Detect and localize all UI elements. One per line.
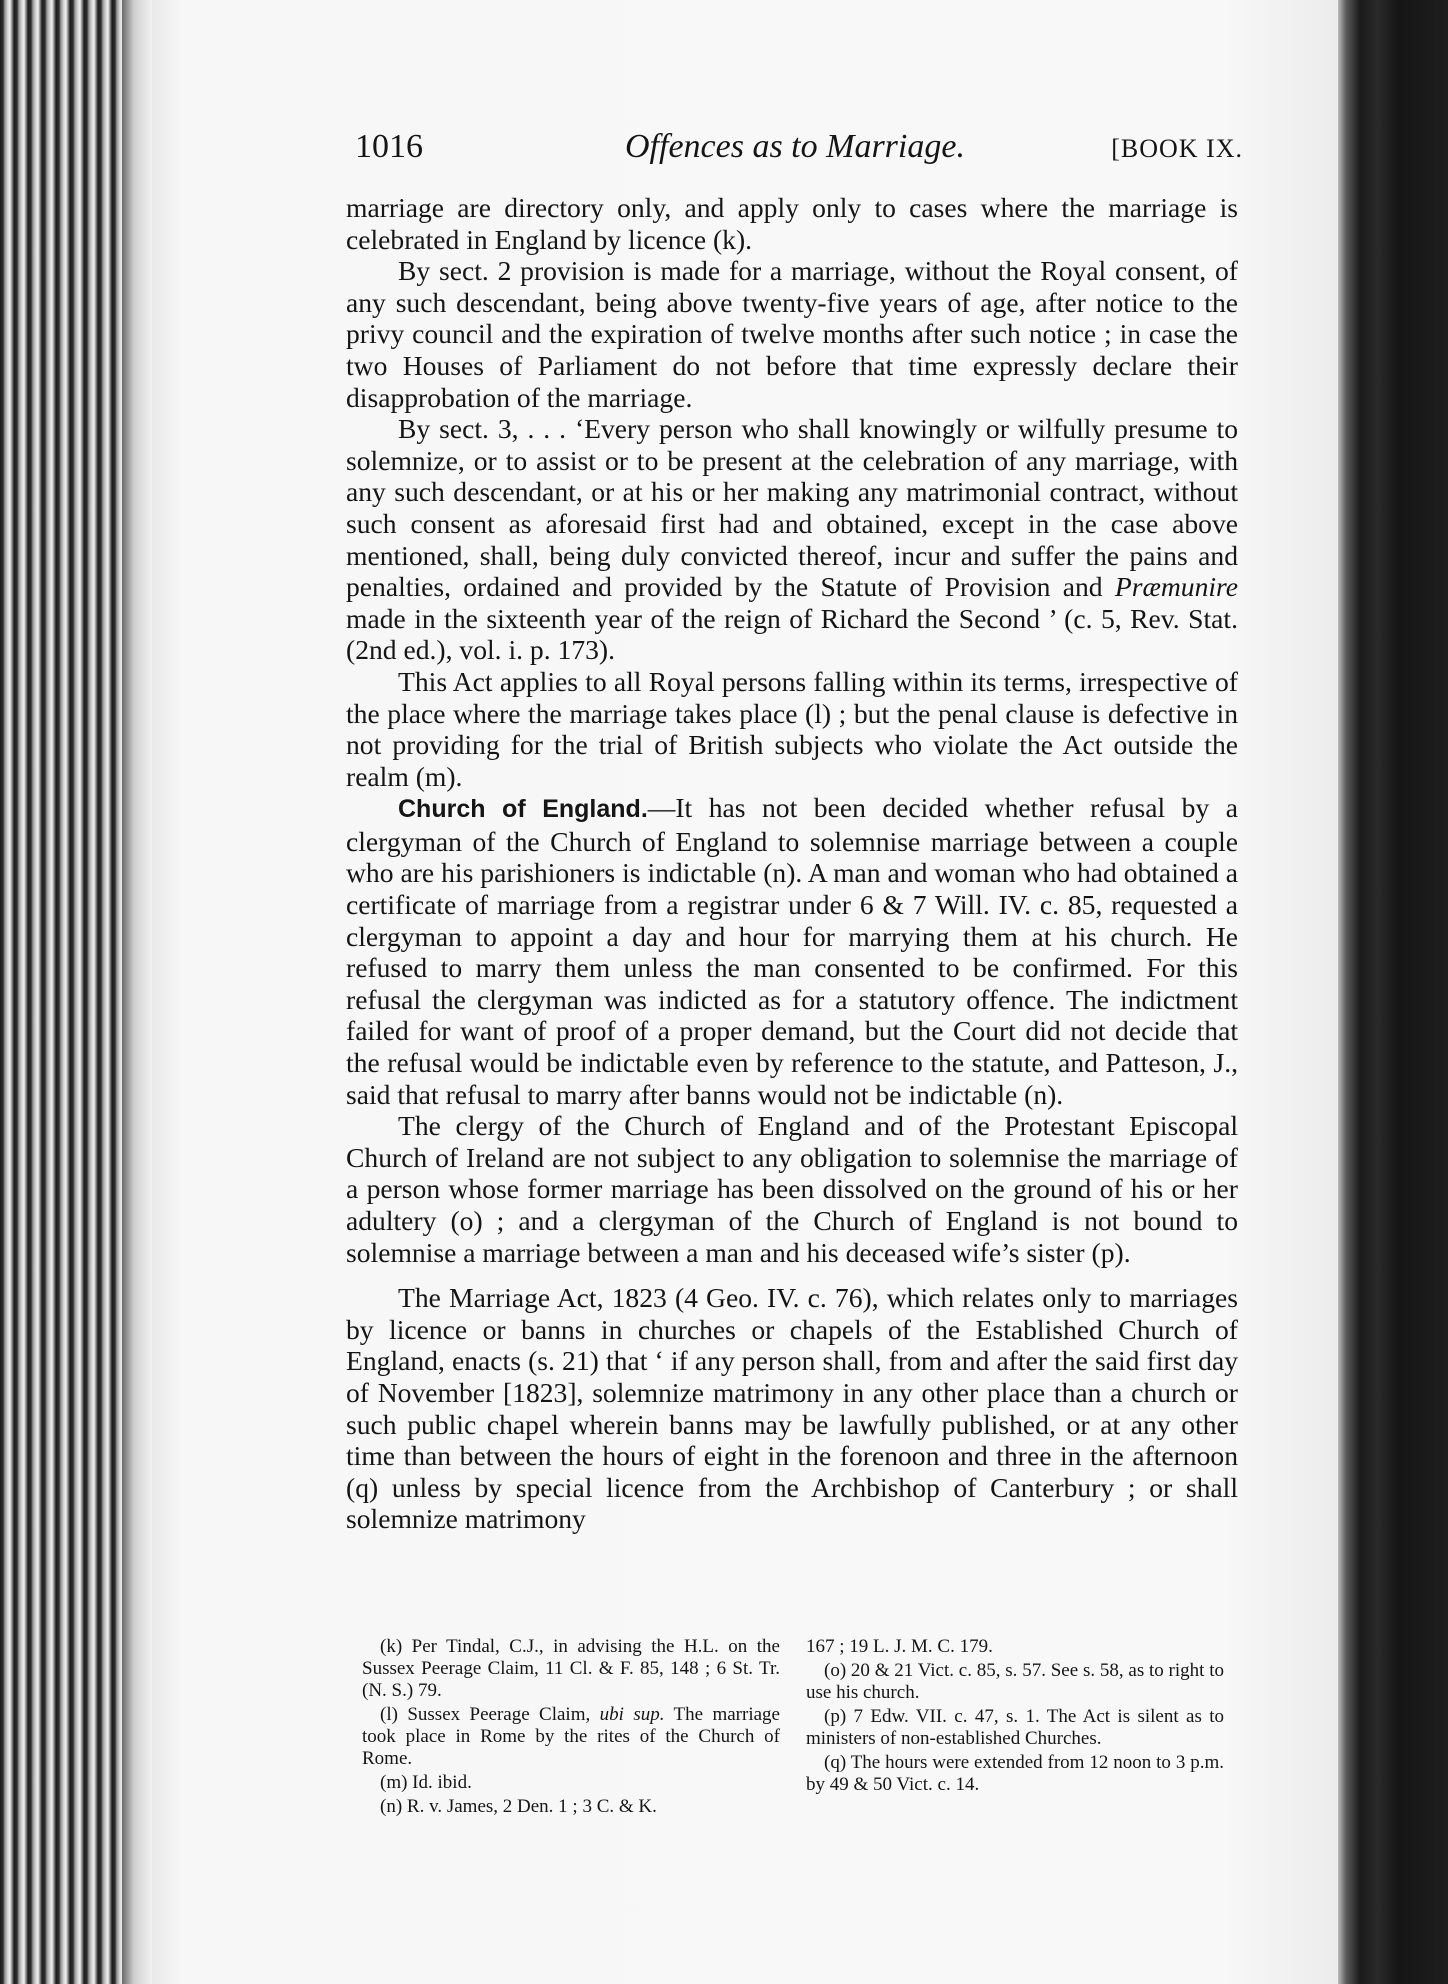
- footnotes-right-column: [806, 1636, 1224, 1798]
- footnote-k: (k) Per Tindal, C.J., in advising the H.L. on the Sussex Peerage Claim, 11 Cl. & F. 85, 148 ; 6 St. Tr. (N. S.) 79.: [362, 1636, 780, 1701]
- paragraph-2: By sect. 2 provision is made for a marriage, without the Royal consent, of any such descendant, being above twenty-five years of age, after notice to the privy council and the expiration of twelve months after such notice ; in case the two Houses of Parliament do not before that time expressly declare their disapprobation of the marriage.: [346, 255, 1238, 413]
- footnote-q: (q) The hours were extended from 12 noon to 3 p.m. by 49 & 50 Vict. c. 14.: [806, 1752, 1224, 1795]
- footnote-o: (o) 20 & 21 Vict. c. 85, s. 57. See s. 58, as to right to use his church.: [806, 1660, 1224, 1703]
- footnote-l-italic: ubi sup.: [599, 1704, 665, 1725]
- paragraph-1: marriage are directory only, and apply only to cases where the marriage is celebrated in England by licence (k).: [346, 192, 1238, 255]
- paragraph-7: The Marriage Act, 1823 (4 Geo. IV. c. 76), which relates only to marriages by licence or banns in churches or chapels of the Established Church of England, enacts (s. 21) that ‘ if any person shall, from and after the said first day of November [1823], solemnize matrimony in any other place than a church or such public chapel wherein banns may be lawfully published, or at any other time than between the hours of eight in the forenoon and three in the afternoon (q) unless by special licence from the Archbishop of Canterbury ; or shall solemnize matrimony: [346, 1282, 1238, 1535]
- paragraph-5-text: —It has not been decided whether refusal by a clergyman of the Church of England to solemnise marriage between a couple who are his parishioners is indictable (n). A man and woman who had obtained a certificate of marriage from a registrar under 6 & 7 Will. IV. c. 85, requested a clergyman to appoint a day and hour for marrying them at his church. He refused to marry them unless the man consented to be confirmed. For this refusal the clergyman was indicted as for a statutory offence. The indictment failed for want of proof of a proper demand, but the Court did not decide that the refusal would be indictable even by reference to the statute, and Patteson, J., said that refusal to marry after banns would not be indictable (n).: [346, 792, 1238, 1110]
- footnote-m: (m) Id. ibid.: [380, 1772, 472, 1793]
- paragraph-3: [346, 413, 1238, 666]
- running-title: Offences as to Marriage.: [625, 128, 965, 165]
- running-header: [355, 128, 1243, 178]
- footnote-l-text-a: (l) Sussex Peerage Claim,: [380, 1704, 600, 1725]
- book-cover-edge: [1338, 0, 1448, 1984]
- book-page-edges: [0, 0, 152, 1984]
- side-heading-church-of-england: Church of England.: [398, 795, 648, 824]
- footnote-p: (p) 7 Edw. VII. c. 47, s. 1. The Act is silent as to ministers of non-established Churches.: [806, 1706, 1224, 1749]
- page-number: 1016: [355, 128, 423, 165]
- paragraph-4: This Act applies to all Royal persons falling within its terms, irrespective of the place where the marriage takes place (l) ; but the penal clause is defective in not providing for the trial of British subjects who violate the Act outside the realm (m).: [346, 665, 1238, 792]
- footnote-n: (n) R. v. James, 2 Den. 1 ; 3 C. & K.: [380, 1796, 657, 1817]
- paragraph-3-italic: Præmunire: [1114, 571, 1238, 603]
- footnote-l-text-b: The marriage took place in Rome by the rites of the Church of Rome.: [362, 1704, 780, 1769]
- footnotes-left-column: [362, 1636, 780, 1820]
- paragraph-5: [346, 792, 1238, 1110]
- footnote-l: [362, 1704, 780, 1770]
- paragraph-6: The clergy of the Church of England and of the Protestant Episcopal Church of Ireland are not subject to any obligation to solemnise the marriage of a person whose former marriage has been dissolved on the ground of his or her adultery (o) ; and a clergyman of the Church of England is not bound to solemnise a marriage between a man and his deceased wife’s sister (p).: [346, 1110, 1238, 1268]
- book-label: [BOOK IX.: [1111, 134, 1243, 163]
- body-text: [346, 192, 1238, 1535]
- paragraph-3-text-b: made in the sixteenth year of the reign of Richard the Second ’ (c. 5, Rev. Stat. (2nd ed.), vol. i. p. 173).: [346, 602, 1238, 666]
- paragraph-3-text-a: By sect. 3, . . . ‘Every person who shall knowingly or wilfully presume to solemnize, or to assist or to be present at the celebration of any marriage, with any such descendant, or at his or her making any matrimonial contract, without such consent as aforesaid first had and obtained, except in the case above mentioned, shall, being duly convicted thereof, incur and suffer the pains and penalties, ordained and provided by the Statute of Provision and: [346, 413, 1238, 603]
- footnote-n-continued: 167 ; 19 L. J. M. C. 179.: [806, 1636, 993, 1657]
